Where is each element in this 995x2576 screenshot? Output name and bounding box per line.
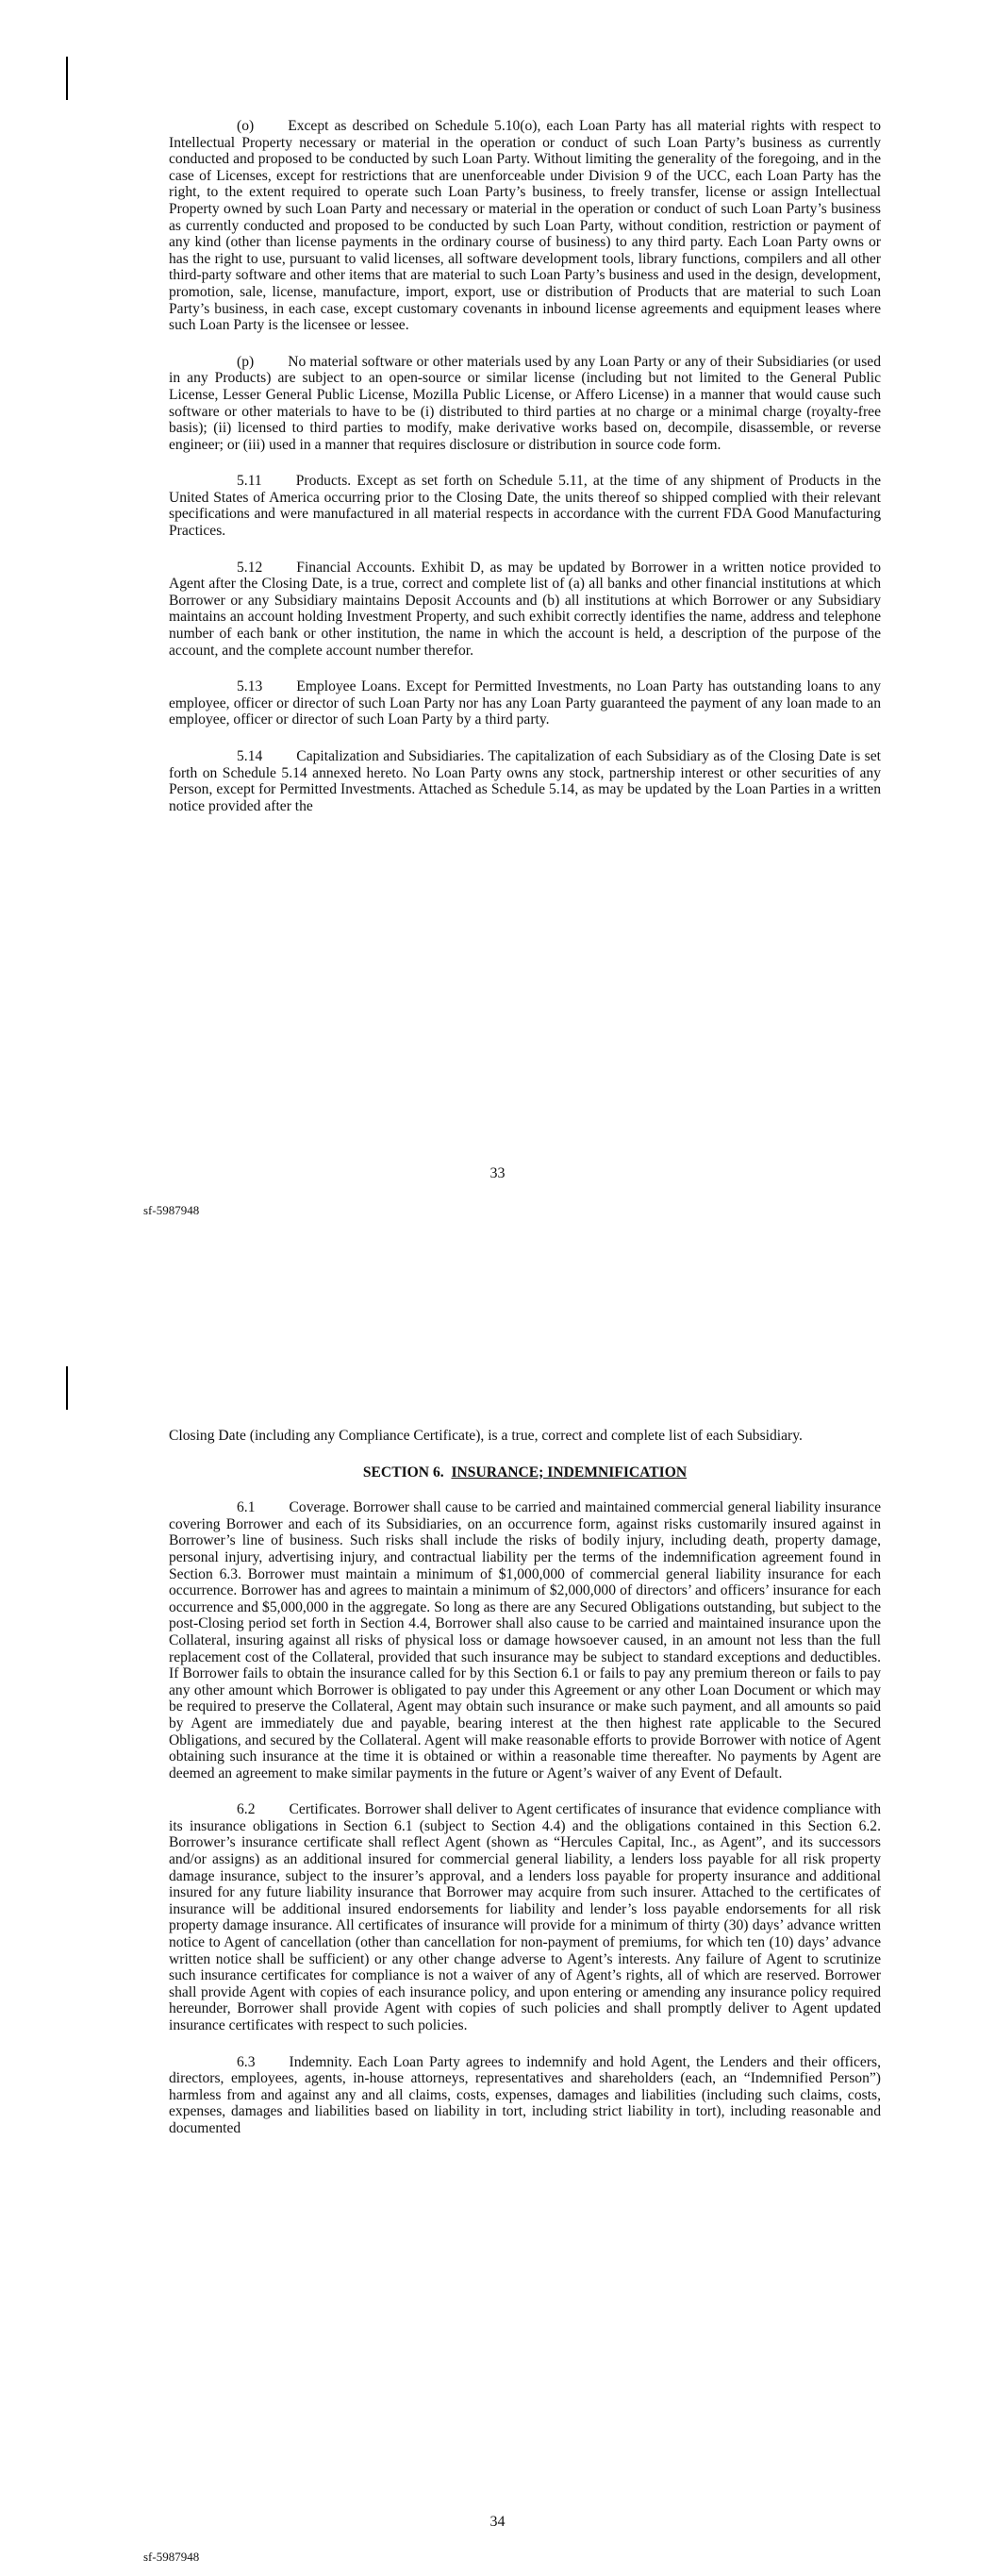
paragraph-text: No material software or other materials used by any Loan Party or any of their Subsidiaries (or used in any Products) are subject to an open-source or similar license (including but not limited to the General Public License, Lesser General Public License, Mozilla Public License, or Affero License) in a manner that would cause such software or other materials to have to be (i) distributed to third parties at no charge or a minimal charge (royalty-free basis); (ii) licensed to third parties to modify, make derivative works based on, decompile, disassemble, or reverse engineer; or (iii) used in a manner that requires disclosure or distribution in source code form. — [169, 353, 881, 453]
paragraph-marker: (p) — [237, 353, 255, 370]
section-text: Certificates. Borrower shall deliver to Agent certificates of insurance that evidence compliance with its insurance obligations in Section 6.1 (subject to Section 4.4) and the obligations contained in this Section 6.2. Borrower’s insurance certificate shall reflect Agent (shown as “Hercules Capital, Inc., as Agent”, and its successors and/or assigns) as an additional insured for commercial general liability, a lenders loss payable for all risk property damage insurance, subject to the insurer’s approval, and a lenders loss payable for property insurance and additional insured for any future liability insurance that Borrower may acquire from such insurer. Attached to the certificates of insurance will be additional insured endorsements for liability and lender’s loss payable endorsements for all risk property damage insurance. All certificates of insurance will provide for a minimum of thirty (30) days’ advance written notice to Agent of cancellation (other than cancellation for non-payment of premiums, for which ten (10) days’ advance written notice shall be sufficient) or any other change adverse to Agent’s interests. Any failure of Agent to scrutinize such insurance certificates for compliance is not a waiver of any of Agent’s rights, all of which are reserved. Borrower shall provide Agent with copies of each insurance policy, and upon entering or amending any insurance policy required hereunder, Borrower shall provide Agent with copies of such policies and shall promptly deliver to Agent updated insurance certificates with respect to such policies. — [169, 1801, 881, 2033]
section-text: Employee Loans. Except for Permitted Investments, no Loan Party has outstanding loans to any employee, officer or director of such Loan Party nor has any Loan Party guaranteed the payment of any loan made to an employee, officer or director of such Loan Party by a third party. — [169, 678, 881, 728]
section-number: 5.13 — [237, 678, 263, 695]
page-number: 33 — [489, 1165, 506, 1181]
paragraph-o — [169, 118, 881, 334]
section-heading-prefix: SECTION 6. — [362, 1464, 444, 1480]
page-body — [169, 118, 881, 834]
section-text: Coverage. Borrower shall cause to be carried and maintained commercial general liability insurance covering Borrower and each of its Subsidiaries, on an occurrence form, against risks customarily insured against in Borrower’s line of business. Such risks shall include the risks of bodily injury, including death, property damage, personal injury, advertising injury, and contractual liability per the terms of the indemnification agreement found in Section 6.3. Borrower must maintain a minimum of $1,000,000 of commercial general liability insurance for each occurrence. Borrower has and agrees to maintain a minimum of $2,000,000 of directors’ and officers’ insurance for each occurrence and $5,000,000 in the aggregate. So long as there are any Secured Obligations outstanding, but subject to the post-Closing period set forth in Section 4.4, Borrower shall also cause to be carried and maintained insurance upon the Collateral, insuring against all risks of physical loss or damage howsoever caused, in an amount not less than the full replacement cost of the Collateral, provided that such insurance may be subject to standard exceptions and deductibles. If Borrower fails to obtain the insurance called for by this Section 6.1 or fails to pay any premium thereon or fails to pay any other amount which Borrower is obligated to pay under this Agreement or any other Loan Document or which may be required to preserve the Collateral, Agent may obtain such insurance or make such payment, and all amounts so paid by Agent are immediately due and payable, bearing interest at the then highest rate applicable to the Secured Obligations, and secured by the Collateral. Agent will make reasonable efforts to provide Borrower with notice of Agent obtaining such insurance at the time it is obtained or within a reasonable time thereafter. No payments by Agent are deemed an agreement to make similar payments in the future or Agent’s waiver of any Event of Default. — [169, 1499, 881, 1781]
section-number: 5.14 — [237, 748, 263, 764]
section-5-13 — [169, 678, 881, 728]
revision-bar — [66, 57, 68, 100]
section-heading-title: INSURANCE; INDEMNIFICATION — [451, 1464, 688, 1480]
section-6-3 — [169, 2054, 881, 2137]
section-text: Capitalization and Subsidiaries. The capitalization of each Subsidiary as of the Closing Date is set forth on Schedule 5.14 annexed hereto. No Loan Party owns any stock, partnership interest or other securities of any Person, except for Permitted Investments. Attached as Schedule 5.14, as may be updated by the Loan Parties in a written notice provided after the — [169, 748, 881, 814]
section-text: Financial Accounts. Exhibit D, as may be updated by Borrower in a written notice provided to Agent after the Closing Date, is a true, correct and complete list of (a) all banks and other financial institutions at which Borrower or any Subsidiary maintains Deposit Accounts and (b) all institutions at which Borrower or any Subsidiary maintains an account holding Investment Property, and such exhibit correctly identifies the name, address and telephone number of each bank or other institution, the name in which the account is held, a description of the purpose of the account, and the complete account number therefor. — [169, 559, 881, 659]
paragraph-p — [169, 354, 881, 454]
section-5-14 — [169, 748, 881, 814]
revision-bar — [66, 1366, 68, 1410]
document-id: sf-5987948 — [143, 2550, 200, 2564]
paragraph-text: Except as described on Schedule 5.10(o), each Loan Party has all material rights with respect to Intellectual Property necessary or material in the operation or conduct of such Loan Party’s business as currently conducted and proposed to be conducted by such Loan Party. Without limiting the generality of the foregoing, and in the case of Licenses, except for restrictions that are unenforceable under Division 9 of the UCC, each Loan Party has the right, to the extent required to operate such Loan Party’s business, to freely transfer, license or assign Intellectual Property owned by such Loan Party and necessary or material in the operation or conduct of such Loan Party’s business as currently conducted and proposed to be conducted by such Loan Party, without condition, restriction or payment of any kind (other than license payments in the ordinary course of business) to any third party. Each Loan Party owns or has the right to use, pursuant to valid licenses, all software development tools, library functions, compilers and all other third-party software and other items that are material to such Loan Party’s business and used in the design, development, promotion, sale, license, manufacture, import, export, use or distribution of Products that are material to such Loan Party’s business, in each case, except customary covenants in inbound license agreements and equipment leases where such Loan Party is the licensee or lessee. — [169, 118, 881, 334]
section-6-1 — [169, 1499, 881, 1781]
section-number: 6.1 — [237, 1499, 256, 1516]
section-number: 5.12 — [237, 559, 263, 576]
page-34 — [0, 1302, 995, 2576]
document-id: sf-5987948 — [143, 1203, 200, 1217]
section-number: 6.3 — [237, 2053, 256, 2070]
section-text: Indemnity. Each Loan Party agrees to indemnify and hold Agent, the Lenders and their officers, directors, employees, agents, in-house attorneys, representatives and shareholders (each, an “Indemnified Person”) harmless from and against any and all claims, costs, expenses, damages and liabilities (including such claims, costs, expenses, damages and liabilities based on liability in tort, including strict liability in tort), including reasonable and documented — [169, 2053, 881, 2136]
section-number: 5.11 — [237, 473, 262, 490]
section-heading — [169, 1464, 881, 1481]
continuation-paragraph: Closing Date (including any Compliance Certificate), is a true, correct and complete list of each Subsidiary. — [169, 1428, 803, 1444]
section-6-2 — [169, 1801, 881, 2033]
page-number: 34 — [489, 2514, 506, 2530]
page-body — [169, 1428, 881, 2157]
section-5-11 — [169, 473, 881, 539]
section-5-12 — [169, 560, 881, 660]
section-number: 6.2 — [237, 1801, 256, 1818]
section-text: Products. Except as set forth on Schedule 5.11, at the time of any shipment of Products in the United States of America occurring prior to the Closing Date, the units thereof so shipped complied with their relevant specifications and were manufactured in all material respects in accordance with the current FDA Good Manufacturing Practices. — [169, 473, 881, 540]
paragraph-marker: (o) — [237, 118, 255, 134]
